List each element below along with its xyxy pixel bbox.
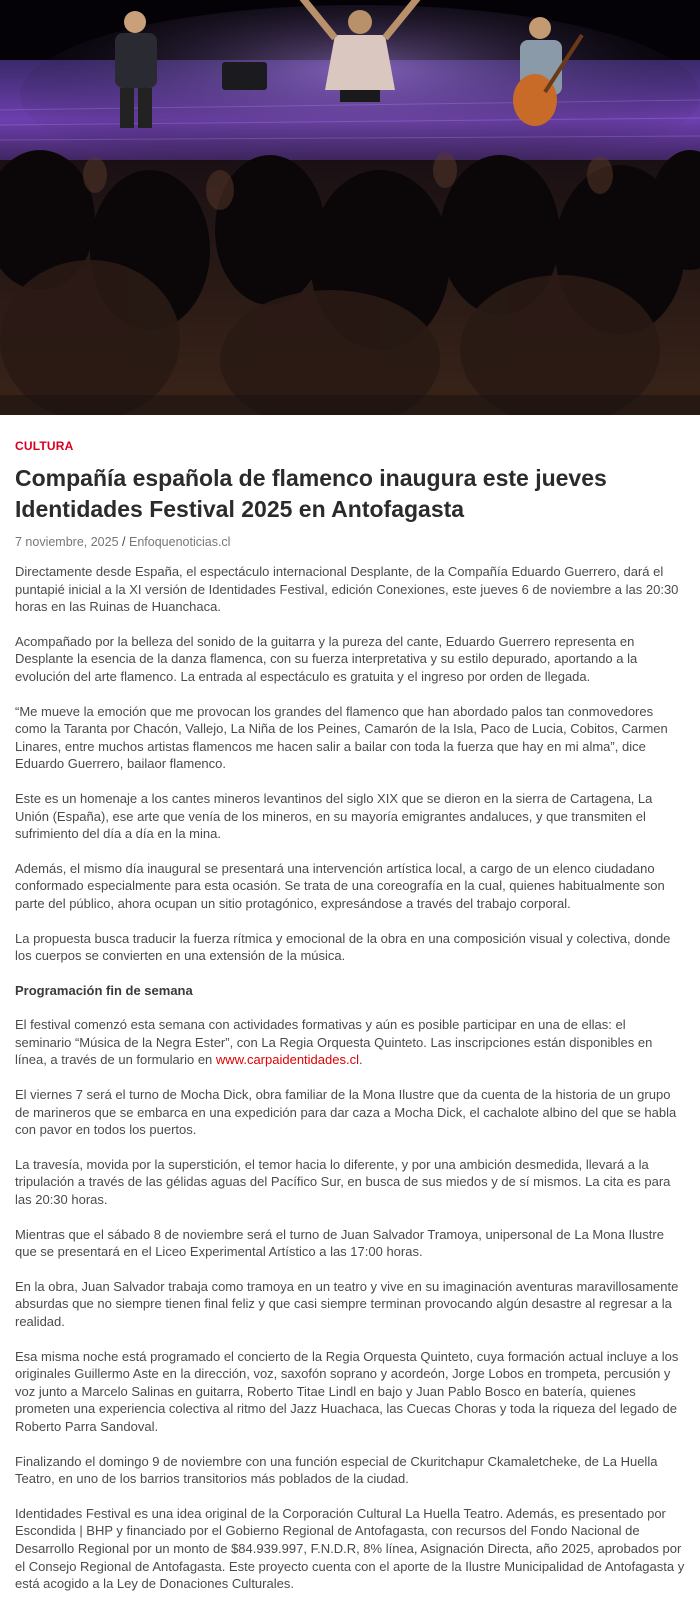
paragraph-text: El festival comenzó esta semana con actividades formativas y aún es posible participar en una de ellas: el seminario “Música de la Negra Ester”, con La Regia Orquesta Quinteto. Las inscripciones están disponibles en línea, a través de un formulario en [15,1017,653,1068]
flamenco-stage-image [0,0,700,415]
paragraph: El viernes 7 será el turno de Mocha Dick, obra familiar de la Mona Ilustre que da cuenta de la historia de un grupo de marineros que se embarca en una expedición para dar caza a Mocha Dick, el cachalote albino del que se habla con pavor en todos los puertos. [15,1087,677,1138]
paragraph: Mientras que el sábado 8 de noviembre será el turno de Juan Salvador Tramoya, unipersonal de La Mona Ilustre que se presentará en el Liceo Experimental Artístico a las 17:00 horas. [15,1226,664,1260]
article-body [15,563,685,1593]
article [0,439,700,1593]
paragraph: La travesía, movida por la superstición, el temor hacia lo diferente, y por una ambición desmedida, llevará a la tripulación a través de las gélidas aguas del Pacífico Sur, en busca de sus miedos y de sí mismos. La cita es para las 20:30 horas. [15,1156,671,1208]
paragraph: “Me mueve la emoción que me provocan los grandes del flamenco que han abordado palos tan conmovedores como la Taranta por Chacón, Vallejo, La Niña de los Peines, Camarón de la Isla, Paco de Lucia, Cobitos, Carmen Linares, entre muchos artistas flamencos me hacen salir a bailar con toda la fuerza que hay en mi alma”, dice Eduardo Guerrero, bailaor flamenco. [15,703,668,772]
paragraph: Este es un homenaje a los cantes mineros levantinos del siglo XIX que se dieron en la sierra de Cartagena, La Unión (España), ese arte que venía de los mineros, en su mayoría emigrantes andaluces, y que transmiten el sufrimiento del día a día en la mina. [15,790,653,842]
article-source-link[interactable]: Enfoquenoticias.cl [129,535,231,549]
paragraph-with-link [15,1016,685,1069]
article-date: 7 noviembre, 2025 [15,535,119,549]
paragraph: Además, el mismo día inaugural se presentará una intervención artística local, a cargo de un elenco ciudadano conformado especialmente para esta ocasión. Se trata de una coreografía en la cual, quienes habitualmente son parte del público, ahora ocupan un sitio protagónico, expresándose a través del trabajo corporal. [15,860,665,911]
hero-photo [0,0,700,415]
paragraph: Identidades Festival es una idea original de la Corporación Cultural La Huella Teatro. Además, es presentado por Escondida | BHP y financiado por el Gobierno Regional de Antofagasta, con recursos del Fondo Nacional de Desarrollo Regional por un monto de $84.939.997, F.N.D.R, 8% línea, Asignación Directa, año 2025, aprobados por el Consejo Regional de Antofagasta. Este proyecto cuenta con el aporte de la Ilustre Municipalidad de Antofagasta y está acogido a la Ley de Donaciones Culturales. [15,1505,685,1592]
paragraph: Acompañado por la belleza del sonido de la guitarra y la pureza del cante, Eduardo Guerrero representa en Desplante la esencia de la danza flamenca, con su fuerza interpretativa y su estilo depurado, aportando a la evolución del arte flamenco. La entrada al espectáculo es gratuita y el ingreso por orden de llegada. [15,633,638,684]
paragraph: Directamente desde España, el espectáculo internacional Desplante, de la Compañía Eduardo Guerrero, dará el puntapié inicial a la XI versión de Identidades Festival, edición Conexiones, este jueves 6 de noviembre a las 20:30 horas en las Ruinas de Huanchaca. [15,564,679,615]
paragraph: Finalizando el domingo 9 de noviembre con una función especial de Ckuritchapur Ckamaletcheke, de La Huella Teatro, en uno de los barrios transitorios más poblados de la ciudad. [15,1453,658,1487]
article-title: Compañía española de flamenco inaugura este jueves Identidades Festival 2025 en Antofagasta [15,465,607,522]
paragraph: En la obra, Juan Salvador trabaja como tramoya en un teatro y vive en su imaginación aventuras maravillosamente absurdas que no siempre tienen final feliz y que casi siempre terminan provocando algún desastre al regresar a la realidad. [15,1278,679,1329]
paragraph: La propuesta busca traducir la fuerza rítmica y emocional de la obra en una composición visual y colectiva, donde los cuerpos se convierten en una extensión de la música. [15,930,671,964]
paragraph: Esa misma noche está programado el concierto de la Regia Orquesta Quinteto, cuya formación actual incluye a los originales Guillermo Aste en la dirección, voz, saxofón soprano y acordeón, Jorge Lobos en trompeta, percusión y voz junto a Marcelo Salinas en guitarra, Roberto Titae Lindl en bajo y Juan Pablo Bosco en batería, quienes prometen una experiencia colectiva al ritmo del Jazz Huachaca, las Cuecas Choras y toda la riqueza del legado de Roberto Parra Sandoval. [15,1348,679,1434]
meta-separator: / [122,535,126,549]
section-subheading: Programación fin de semana [15,982,193,998]
paragraph-text-end: . [358,1052,363,1068]
registration-link[interactable]: www.carpaidentidades.cl [215,1052,359,1068]
category-label[interactable]: CULTURA [15,439,74,453]
article-meta [15,535,685,549]
